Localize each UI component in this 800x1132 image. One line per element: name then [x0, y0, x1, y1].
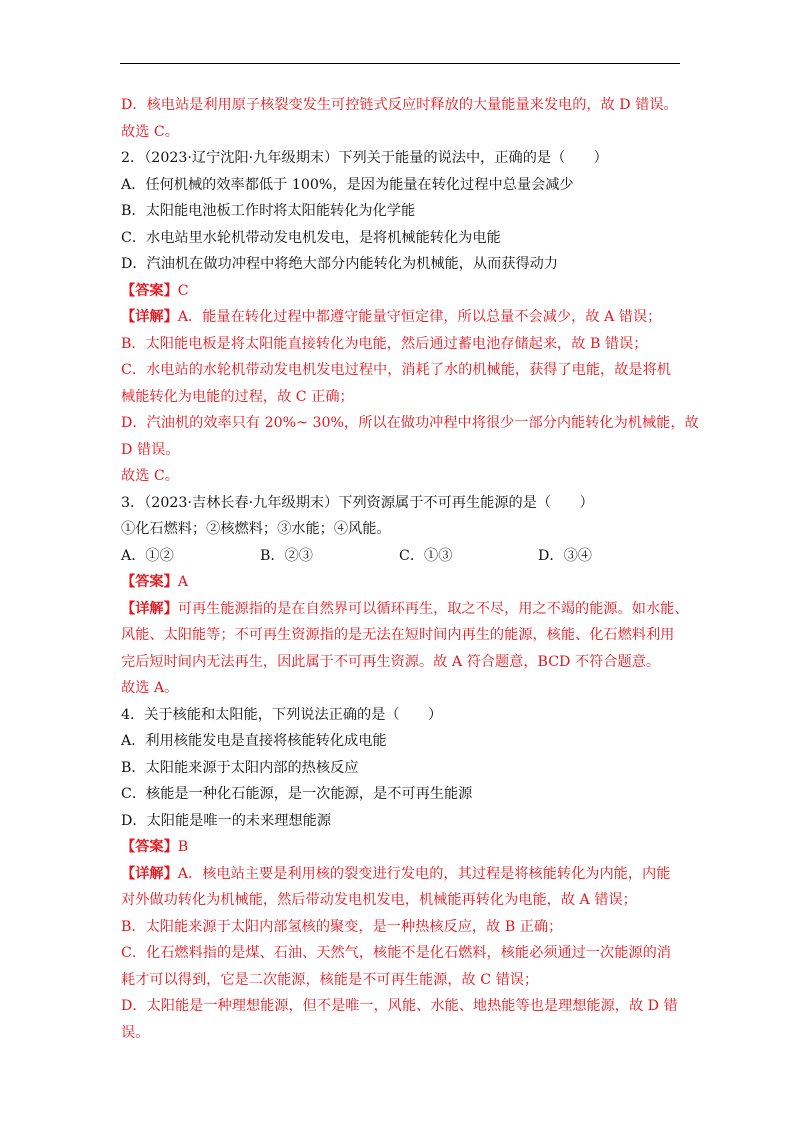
q3-option-d: D．③④	[538, 547, 592, 564]
q4-explanation-line: 对外做功转化为机械能，然后带动发电机发电，机械能再转化为电能，故 A 错误；	[121, 892, 637, 908]
q4-explanation-first	[121, 861, 681, 888]
q4-explanation-line: C．化石燃料指的是煤、石油、天然气，核能不是化石燃料，核能必须通过一次能源的消	[121, 945, 671, 961]
answer-tag: 【答案】	[121, 574, 178, 590]
q4-option-b: B．太阳能来源于太阳内部的热核反应	[121, 759, 359, 776]
q4-explanation-line: 耗才可以得到，它是二次能源，核能是不可再生能源，故 C 错误；	[121, 971, 539, 988]
q2-explanation-line: D．汽油机的效率只有 20%~ 30%，所以在做功冲程中将很少一部分内能转化为机械能，故	[121, 415, 699, 431]
q3-explanation-line: 完后短时间内无法再生，因此属于不可再生资源。故 A 符合题意，BCD 不符合题意。	[121, 653, 661, 670]
answer-tag: 【答案】	[121, 839, 178, 855]
explain-text: A．能量在转化过程中都遵守能量守恒定律，所以总量不会减少，故 A 错误；	[177, 309, 662, 325]
q3-options-row	[121, 543, 681, 570]
prev-conclusion-line: 故选 C。	[121, 123, 179, 140]
q4-option-a: A．利用核能发电是直接将核能转化成电能	[121, 733, 387, 749]
q3-stem: 3．（2023·吉林长春·九年级期末）下列资源属于不可再生能源的是（ ）	[121, 494, 594, 511]
explain-text: A．核电站主要是利用核的裂变进行发电的，其过程是将核能转化为内能，内能	[177, 865, 671, 882]
q2-option-c: C．水电站里水轮机带动发电机发电，是将机械能转化为电能	[121, 229, 501, 246]
q3-explanation-line: 风能、太阳能等；不可再生资源指的是无法在短时间内再生的能源，核能、化石燃料利用	[121, 627, 675, 643]
q2-explanation-line: D 错误。	[121, 441, 180, 458]
q2-option-b: B．太阳能电池板工作时将太阳能转化为化学能	[121, 203, 416, 219]
q2-explanation-line: 械能转化为电能的过程，故 C 正确；	[121, 388, 354, 405]
q2-explanation-line: B．太阳能电板是将太阳能直接转化为电能，然后通过蓄电池存储起来，故 B 错误；	[121, 335, 648, 352]
q4-option-c: C．核能是一种化石能源，是一次能源，是不可再生能源	[121, 786, 473, 802]
q4-stem: 4．关于核能和太阳能，下列说法正确的是（ ）	[121, 706, 443, 723]
q4-explanation-line: B．太阳能来源于太阳内部氢核的聚变，是一种热核反应，故 B 正确；	[121, 918, 563, 935]
q3-option-b: B．②③	[260, 547, 313, 564]
answer-tag: 【答案】	[121, 282, 178, 299]
q3-items: ①化石燃料；②核燃料；③水能；④风能。	[121, 521, 391, 537]
explain-text: 可再生能源指的是在自然界可以循环再生，取之不尽，用之不竭的能源。如水能、	[177, 600, 689, 617]
q3-option-a: A．①②	[121, 547, 174, 564]
explain-tag: 【详解】	[121, 865, 178, 882]
prev-explanation-line: D．核电站是利用原子核裂变发生可控链式反应时释放的大量能量来发电的，故 D 错误。	[121, 97, 678, 113]
q4-explanation-line: 误。	[121, 1024, 150, 1041]
q3-explanation-first	[121, 596, 689, 623]
q4-option-d: D．太阳能是唯一的未来理想能源	[121, 812, 332, 829]
explain-tag: 【详解】	[121, 309, 178, 325]
explain-tag: 【详解】	[121, 600, 178, 617]
header-rule	[120, 63, 680, 64]
q2-conclusion: 故选 C。	[121, 468, 179, 484]
q4-explanation-line: D．太阳能是一种理想能源，但不是唯一，风能、水能、地热能等也是理想能源，故 D 错	[121, 998, 678, 1014]
q2-option-a: A．任何机械的效率都低于 100%，是因为能量在转化过程中总量会减少	[121, 176, 574, 193]
answer-value: B	[177, 839, 189, 855]
q2-stem: 2．（2023·辽宁沈阳·九年级期末）下列关于能量的说法中，正确的是（ ）	[121, 150, 608, 166]
q2-explanation-first	[121, 304, 681, 331]
q2-explanation-line: C．水电站的水轮机带动发电机发电过程中，消耗了水的机械能，获得了电能，故是将机	[121, 362, 671, 378]
answer-value: C	[177, 282, 189, 299]
q3-option-c: C．①③	[399, 547, 453, 564]
q2-answer	[121, 278, 681, 305]
q3-conclusion: 故选 A。	[121, 680, 179, 696]
q3-answer	[121, 569, 681, 596]
q2-option-d: D．汽油机在做功冲程中将绝大部分内能转化为机械能，从而获得动力	[121, 256, 559, 272]
answer-value: A	[177, 574, 189, 590]
q4-answer	[121, 834, 681, 861]
page-content	[121, 92, 699, 1046]
